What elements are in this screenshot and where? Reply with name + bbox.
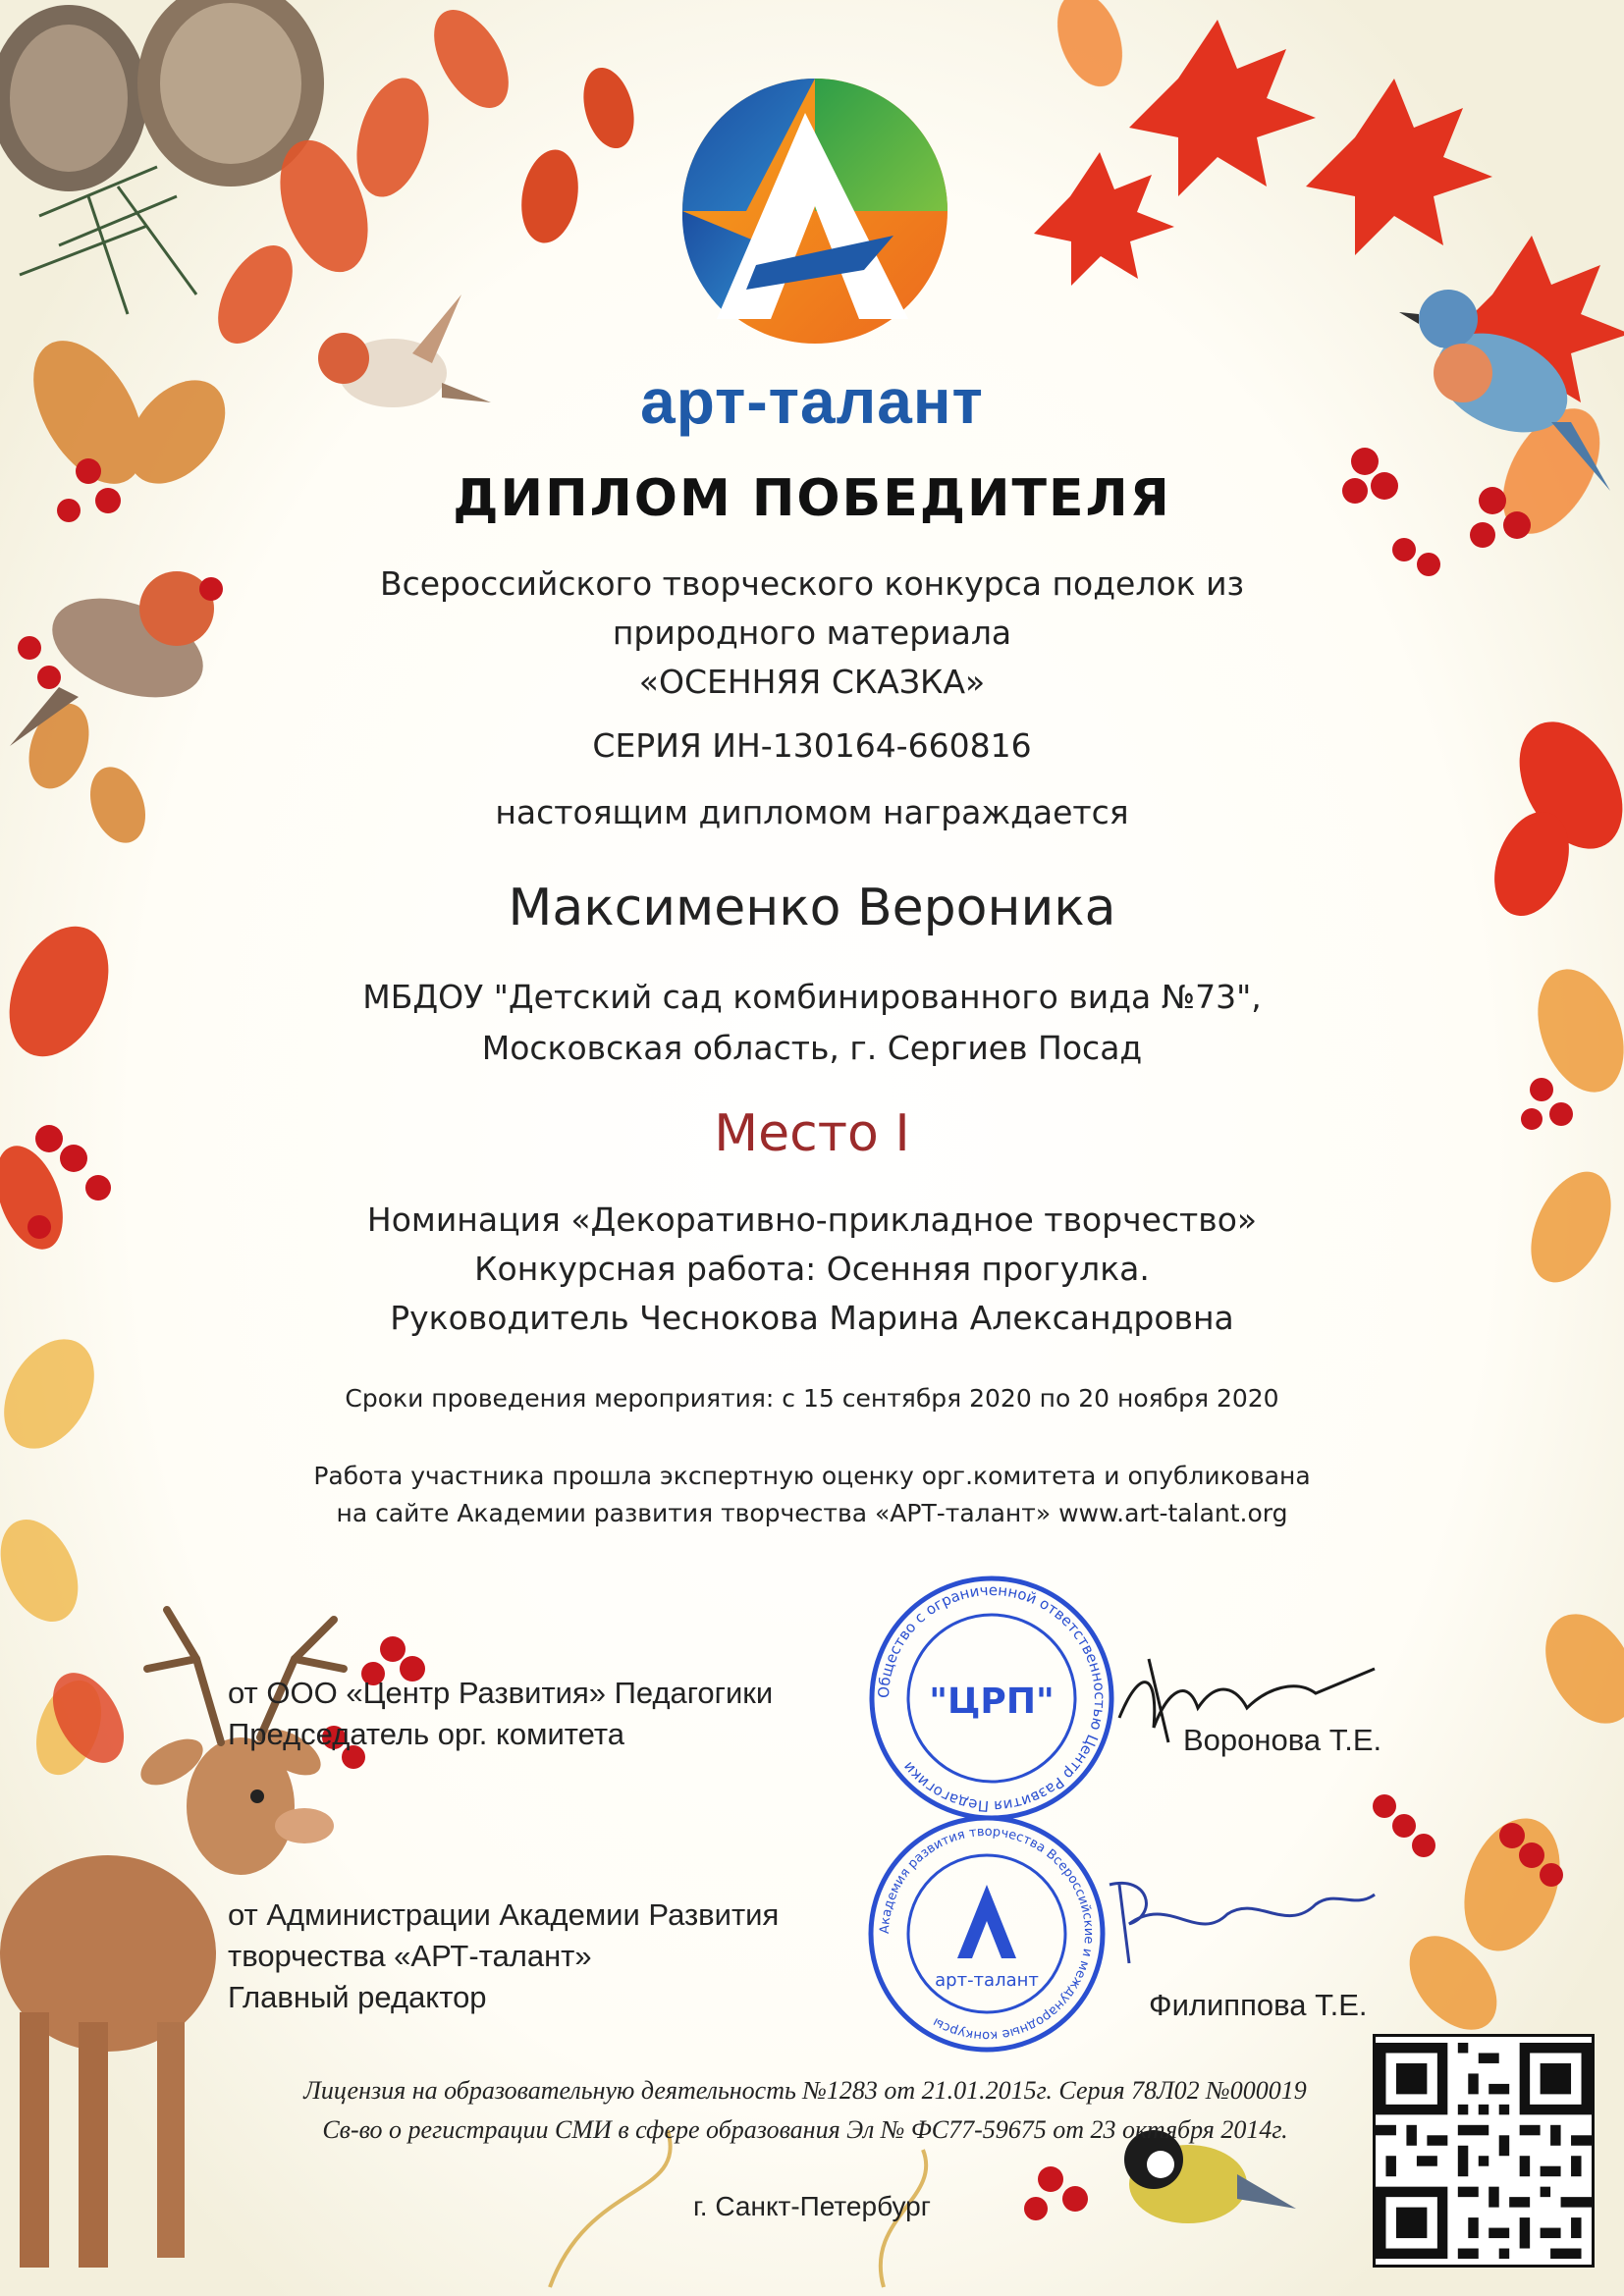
nomination-line: Номинация «Декоративно-прикладное творчество»	[366, 1201, 1258, 1239]
svg-text:Академия развития творчества В	[878, 1825, 1096, 2043]
qr-code-icon[interactable]	[1373, 2034, 1595, 2268]
signatory-1-name: Воронова Т.Е.	[1183, 1723, 1382, 1757]
signatory-2-title	[228, 1895, 779, 2018]
supervisor-line: Руководитель Чеснокова Марина Александровна	[390, 1299, 1234, 1337]
nomination-block	[0, 1196, 1624, 1343]
signatory-2-line-3: Главный редактор	[228, 1980, 487, 2014]
contest-line-2: природного материала	[612, 614, 1012, 652]
signatory-1-line-1: от ООО «Центр Развития» Педагогики	[228, 1676, 774, 1710]
winner-name: Максименко Вероника	[508, 879, 1116, 937]
publication-line-2: на сайте Академии развития творчества «АРТ-талант» www.art-talant.org	[336, 1499, 1288, 1527]
organization	[0, 972, 1624, 1074]
signature-voronova	[1110, 1649, 1384, 1757]
license-line-2: Св-во о регистрации СМИ в сфере образования Эл № ФС77-59675 от 23 октября 2014г.	[322, 2115, 1288, 2144]
license-info	[226, 2071, 1384, 2150]
city-name: г. Санкт-Петербург	[693, 2191, 931, 2221]
stamp-logo-icon	[957, 1885, 1016, 1958]
awarded-text: настоящим дипломом награждается	[495, 793, 1129, 831]
license-line-1: Лицензия на образовательную деятельность №1283 от 21.01.2015г. Серия 78Л02 №000019	[303, 2076, 1307, 2105]
series-number: СЕРИЯ ИН-130164-660816	[592, 726, 1032, 765]
contest-line-3: «ОСЕННЯЯ СКАЗКА»	[638, 663, 986, 701]
company-stamp	[864, 1571, 1119, 1826]
contest-line-1: Всероссийского творческого конкурса поделок из	[379, 564, 1245, 603]
stamp-2-ring-text: Академия развития творчества Всероссийские и международные конкурсы	[877, 1824, 1097, 2044]
academy-stamp	[864, 1811, 1110, 2056]
signatory-2-name: Филиппова Т.Е.	[1149, 1988, 1368, 2022]
organization-line-1: МБДОУ "Детский сад комбинированного вида №73",	[362, 978, 1262, 1016]
diploma-title: ДИПЛОМ ПОБЕДИТЕЛЯ	[453, 469, 1171, 528]
place-award: Место I	[714, 1104, 910, 1163]
signatory-1-title	[228, 1673, 773, 1755]
signature-filippova	[1090, 1865, 1384, 1973]
stamp-2-brand-text: арт-талант	[935, 1970, 1039, 1991]
publication-note	[0, 1458, 1624, 1532]
signatory-2-line-2: творчества «АРТ-талант»	[228, 1939, 592, 1973]
stamp-1-center-text: "ЦРП"	[929, 1682, 1055, 1722]
event-dates: Сроки проведения мероприятия: с 15 сентября 2020 по 20 ноября 2020	[345, 1384, 1279, 1413]
organization-line-2: Московская область, г. Сергиев Посад	[481, 1029, 1143, 1067]
signatory-1-line-2: Председатель орг. комитета	[228, 1717, 624, 1751]
signatory-2-line-1: от Администрации Академии Развития	[228, 1897, 780, 1932]
stamp-1-ring-text: Общество с ограниченной ответственностью Центр Развития Педагогики	[874, 1580, 1110, 1816]
contest-work-line: Конкурсная работа: Осенняя прогулка.	[474, 1250, 1150, 1288]
logo-brand-name: арт-талант	[640, 366, 984, 437]
publication-line-1: Работа участника прошла экспертную оценку орг.комитета и опубликована	[313, 1462, 1311, 1490]
contest-name	[0, 560, 1624, 707]
